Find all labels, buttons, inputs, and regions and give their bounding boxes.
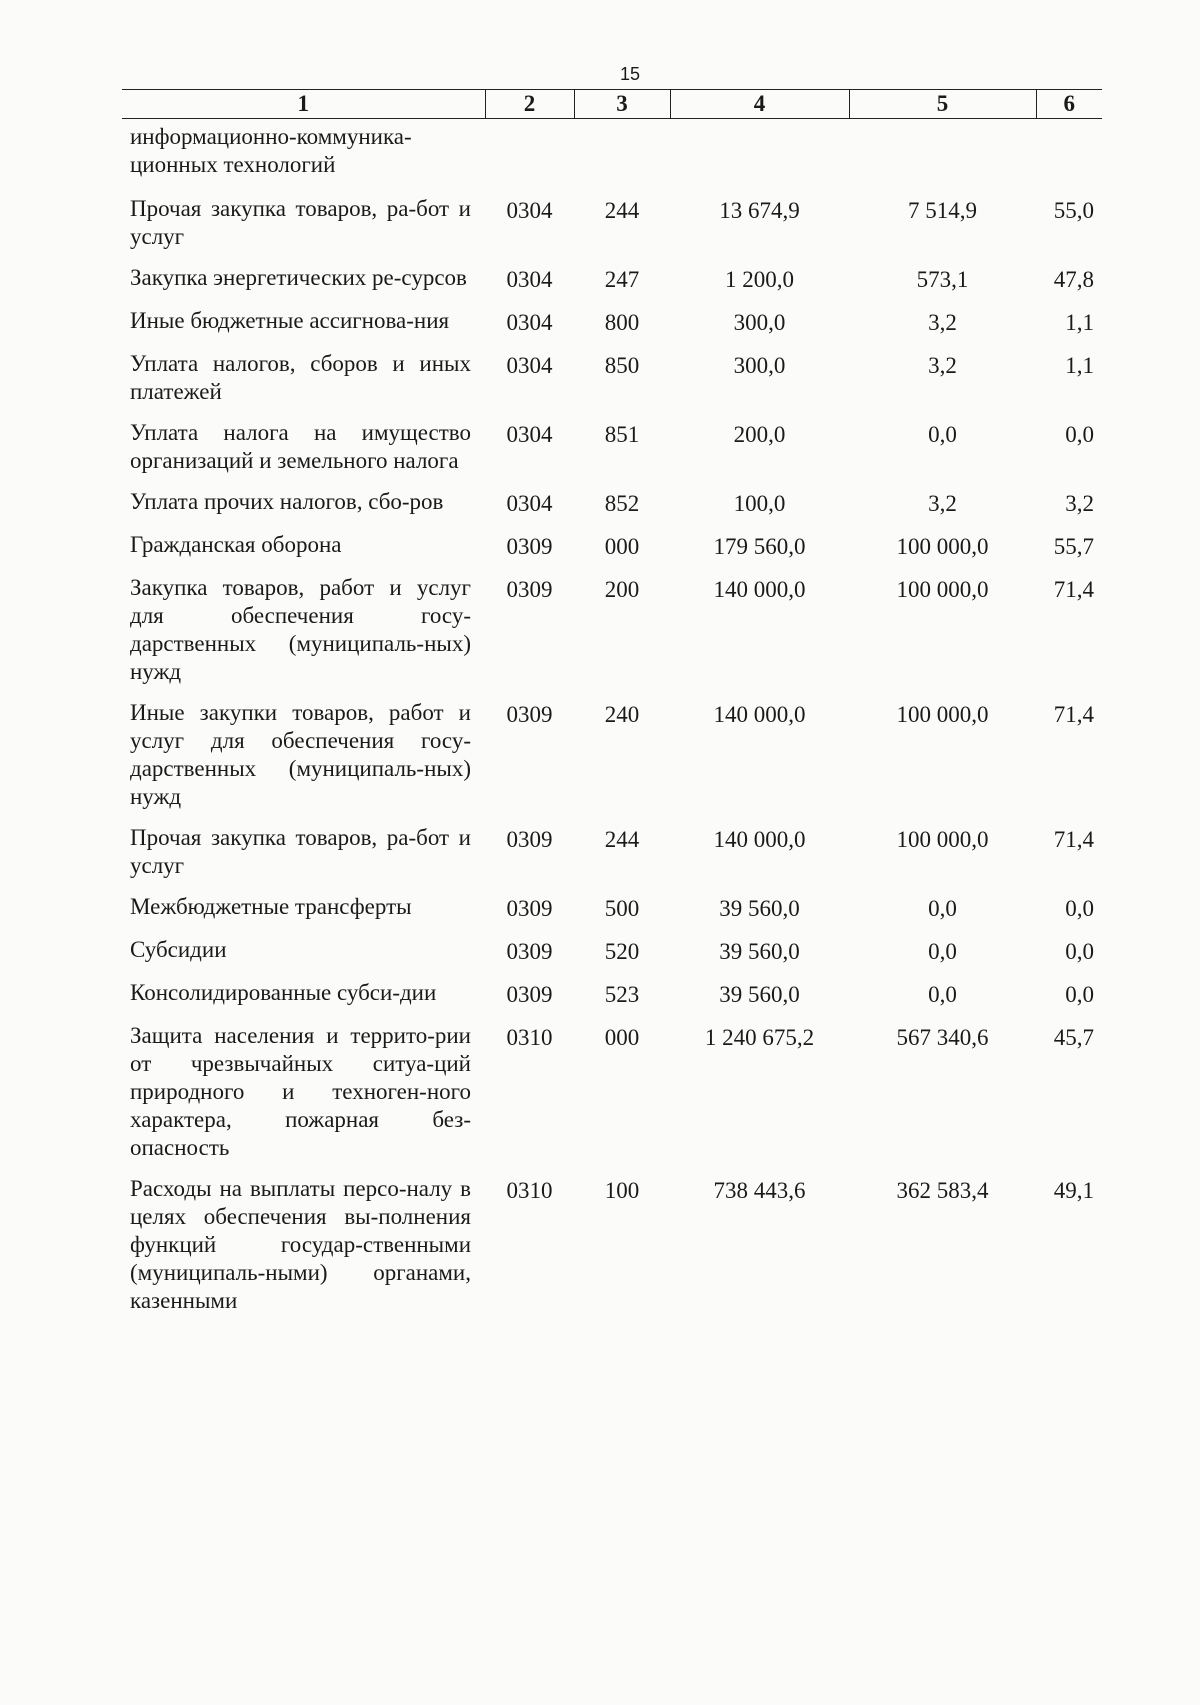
row-percent: 55,0 [1053, 198, 1094, 223]
row-expense-type: 240 [604, 702, 640, 727]
row-executed: 100 000,0 [896, 827, 989, 852]
row-planned: 140 000,0 [713, 702, 806, 727]
table-row [122, 574, 1102, 699]
row-section-code: 0309 [506, 534, 553, 559]
row-executed: 573,1 [916, 267, 969, 292]
table-row [122, 195, 1102, 264]
table-row [122, 307, 1102, 350]
table-row [122, 979, 1102, 1022]
row-percent: 1,1 [1065, 310, 1094, 335]
row-section-code: 0304 [506, 353, 553, 378]
table-row [122, 699, 1102, 824]
row-expense-type: 850 [604, 353, 640, 378]
row-expense-type [574, 119, 670, 196]
row-name: Гражданская оборона [130, 532, 342, 557]
row-percent [1036, 119, 1102, 196]
row-percent: 1,1 [1065, 353, 1094, 378]
row-percent: 3,2 [1065, 491, 1094, 516]
row-planned: 179 560,0 [713, 534, 806, 559]
row-section-code: 0309 [506, 982, 553, 1007]
row-name: Иные закупки товаров, работ и услуг для обеспечения госу-дарственных (муниципаль-ных) нужд [130, 700, 471, 809]
budget-table [122, 89, 1102, 1328]
header-col-6: 6 [1036, 90, 1102, 119]
row-section-code: 0310 [506, 1025, 553, 1050]
table-row [122, 119, 1102, 196]
row-planned: 300,0 [733, 353, 786, 378]
row-planned: 39 560,0 [719, 982, 800, 1007]
row-expense-type: 851 [604, 422, 640, 447]
row-expense-type: 800 [604, 310, 640, 335]
row-expense-type: 520 [604, 939, 640, 964]
row-name: Прочая закупка товаров, ра-бот и услуг [130, 825, 471, 878]
row-executed: 3,2 [928, 491, 957, 516]
row-planned: 140 000,0 [713, 577, 806, 602]
row-section-code [485, 119, 574, 196]
row-executed: 0,0 [928, 896, 957, 921]
row-section-code: 0309 [506, 577, 553, 602]
header-col-4: 4 [670, 90, 849, 119]
row-executed: 0,0 [928, 422, 957, 447]
row-planned: 738 443,6 [713, 1178, 806, 1203]
row-section-code: 0304 [506, 310, 553, 335]
table-row [122, 488, 1102, 531]
row-expense-type: 244 [604, 827, 640, 852]
row-planned: 1 200,0 [725, 267, 794, 292]
row-planned: 39 560,0 [719, 939, 800, 964]
row-section-code: 0309 [506, 702, 553, 727]
row-expense-type: 523 [604, 982, 640, 1007]
table-row [122, 1175, 1102, 1328]
row-executed: 7 514,9 [908, 198, 977, 223]
row-expense-type: 500 [604, 896, 640, 921]
row-executed: 567 340,6 [896, 1025, 989, 1050]
row-name: Расходы на выплаты персо-налу в целях обеспечения вы-полнения функций государ-ственными (муниципаль-ными) органами, казенными [130, 1176, 471, 1313]
row-name: Уплата налогов, сборов и иных платежей [130, 351, 471, 404]
row-planned: 200,0 [733, 422, 786, 447]
table-row [122, 531, 1102, 574]
row-section-code: 0309 [506, 939, 553, 964]
row-section-code: 0304 [506, 267, 553, 292]
row-name: Консолидированные субси-дии [130, 980, 437, 1005]
row-planned: 13 674,9 [719, 198, 800, 223]
row-name: Закупка товаров, работ и услуг для обеспечения госу-дарственных (муниципаль-ных) нужд [130, 575, 471, 684]
row-section-code: 0310 [506, 1178, 553, 1203]
row-percent: 49,1 [1053, 1178, 1094, 1203]
row-section-code: 0304 [506, 198, 553, 223]
header-col-2: 2 [485, 90, 574, 119]
row-executed: 100 000,0 [896, 534, 989, 559]
header-col-1: 1 [122, 90, 485, 119]
row-percent: 47,8 [1053, 267, 1094, 292]
row-name: Прочая закупка товаров, ра-бот и услуг [130, 196, 471, 249]
row-expense-type: 000 [604, 534, 640, 559]
row-percent: 0,0 [1065, 939, 1094, 964]
row-planned: 140 000,0 [713, 827, 806, 852]
row-section-code: 0309 [506, 896, 553, 921]
row-planned: 100,0 [733, 491, 786, 516]
table-row [122, 264, 1102, 307]
row-executed: 3,2 [928, 310, 957, 335]
row-percent: 45,7 [1053, 1025, 1094, 1050]
row-name: Закупка энергетических ре-сурсов [130, 265, 467, 290]
row-percent: 71,4 [1053, 702, 1094, 727]
row-executed: 362 583,4 [896, 1178, 989, 1203]
row-executed: 100 000,0 [896, 577, 989, 602]
row-planned [670, 119, 849, 196]
row-name: Уплата прочих налогов, сбо-ров [130, 489, 444, 514]
row-executed: 100 000,0 [896, 702, 989, 727]
row-executed [849, 119, 1036, 196]
row-percent: 71,4 [1053, 827, 1094, 852]
row-expense-type: 000 [604, 1025, 640, 1050]
row-expense-type: 852 [604, 491, 640, 516]
row-name: Межбюджетные трансферты [130, 894, 412, 919]
row-name: Иные бюджетные ассигнова-ния [130, 308, 450, 333]
header-col-5: 5 [849, 90, 1036, 119]
table-header-row [122, 90, 1102, 119]
table-row [122, 419, 1102, 488]
row-percent: 71,4 [1053, 577, 1094, 602]
page-number: 15 [619, 64, 641, 84]
row-name: Защита населения и террито-рии от чрезвычайных ситуа-ций природного и техноген-ного характера, пожарная без-опасность [130, 1023, 471, 1160]
row-planned: 39 560,0 [719, 896, 800, 921]
row-percent: 55,7 [1053, 534, 1094, 559]
row-section-code: 0309 [506, 827, 553, 852]
row-percent: 0,0 [1065, 422, 1094, 447]
row-expense-type: 247 [604, 267, 640, 292]
row-executed: 3,2 [928, 353, 957, 378]
row-executed: 0,0 [928, 982, 957, 1007]
row-expense-type: 200 [604, 577, 640, 602]
row-percent: 0,0 [1065, 896, 1094, 921]
row-section-code: 0304 [506, 422, 553, 447]
row-planned: 1 240 675,2 [704, 1025, 815, 1050]
table-row [122, 824, 1102, 893]
table-row [122, 893, 1102, 936]
table-row [122, 1022, 1102, 1175]
table-row [122, 936, 1102, 979]
row-executed: 0,0 [928, 939, 957, 964]
row-name: информационно-коммуника-ционных технологий [130, 124, 412, 177]
row-expense-type: 244 [604, 198, 640, 223]
row-percent: 0,0 [1065, 982, 1094, 1007]
row-name: Уплата налога на имущество организаций и земельного налога [130, 420, 471, 473]
row-planned: 300,0 [733, 310, 786, 335]
row-section-code: 0304 [506, 491, 553, 516]
row-expense-type: 100 [604, 1178, 640, 1203]
header-col-3: 3 [574, 90, 670, 119]
row-name: Субсидии [130, 937, 227, 962]
table-row [122, 350, 1102, 419]
